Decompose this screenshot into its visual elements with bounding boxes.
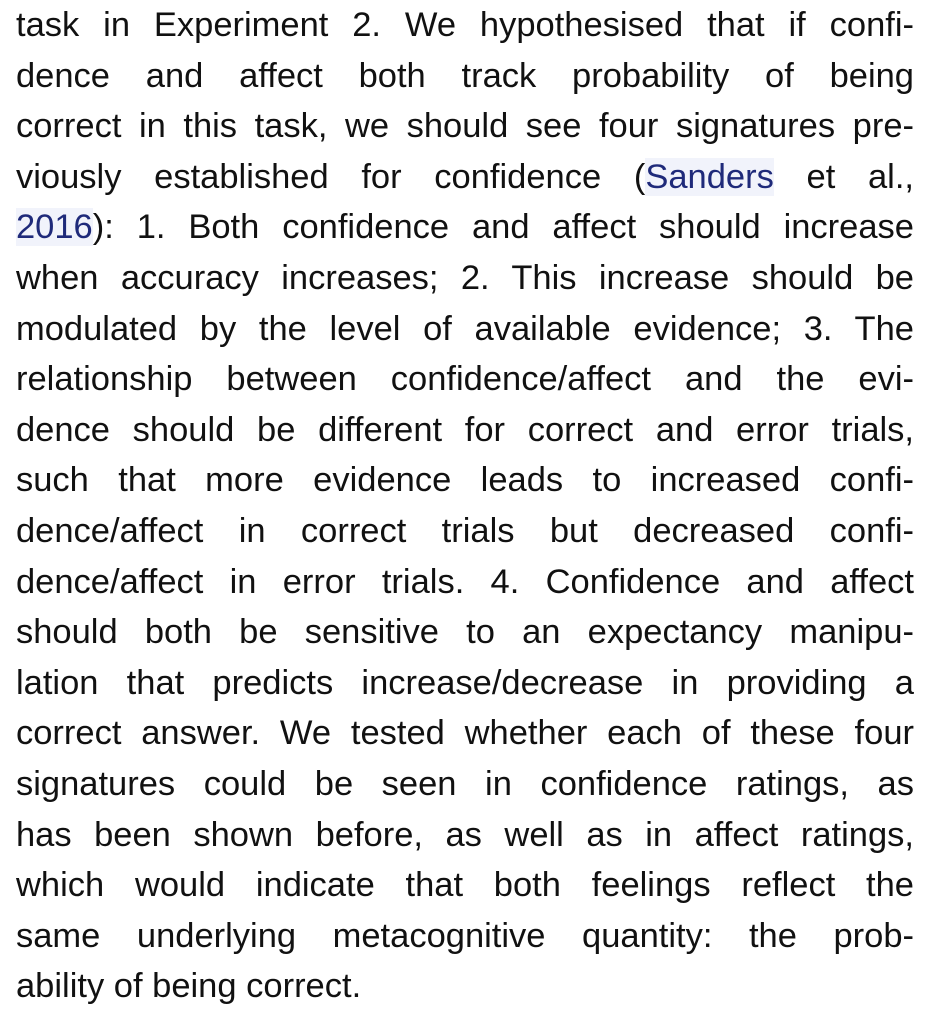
text-line	[16, 152, 914, 203]
body-paragraph	[16, 0, 914, 1012]
text-line: ability of being correct.	[16, 967, 362, 1006]
text-line: correct answer. We tested whether each of these four	[16, 714, 914, 753]
text-line: signatures could be seen in confidence ratings, as	[16, 764, 914, 803]
text-line: modulated by the level of available evidence; 3. The	[16, 309, 914, 348]
text-run: viously established for confidence (	[16, 157, 646, 196]
text-line: has been shown before, as well as in affect ratings,	[16, 815, 914, 854]
text-line: dence/affect in correct trials but decreased confi-	[16, 511, 914, 550]
text-line	[16, 202, 914, 253]
citation-link-sanders[interactable]: Sanders	[645, 157, 774, 196]
text-line: when accuracy increases; 2. This increase should be	[16, 258, 914, 297]
text-line: same underlying metacognitive quantity: the prob-	[16, 916, 914, 955]
text-line: dence should be different for correct and error trials,	[16, 410, 914, 449]
text-line: lation that predicts increase/decrease in providing a	[16, 663, 914, 702]
text-line: such that more evidence leads to increased confi-	[16, 461, 914, 500]
text-line: task in Experiment 2. We hypothesised that if confi-	[16, 6, 914, 44]
text-line: correct in this task, we should see four signatures pre-	[16, 107, 914, 146]
text-line: which would indicate that both feelings reflect the	[16, 866, 914, 905]
text-line: dence and affect both track probability of being	[16, 56, 914, 95]
text-run: ): 1. Both confidence and affect should increase	[92, 208, 914, 247]
text-line: should both be sensitive to an expectancy manipu-	[16, 613, 914, 652]
text-run: et al.,	[773, 157, 914, 196]
citation-link-year[interactable]: 2016	[16, 208, 93, 247]
text-line: dence/affect in error trials. 4. Confidence and affect	[16, 562, 914, 601]
text-line: relationship between confidence/affect and the evi-	[16, 360, 914, 399]
